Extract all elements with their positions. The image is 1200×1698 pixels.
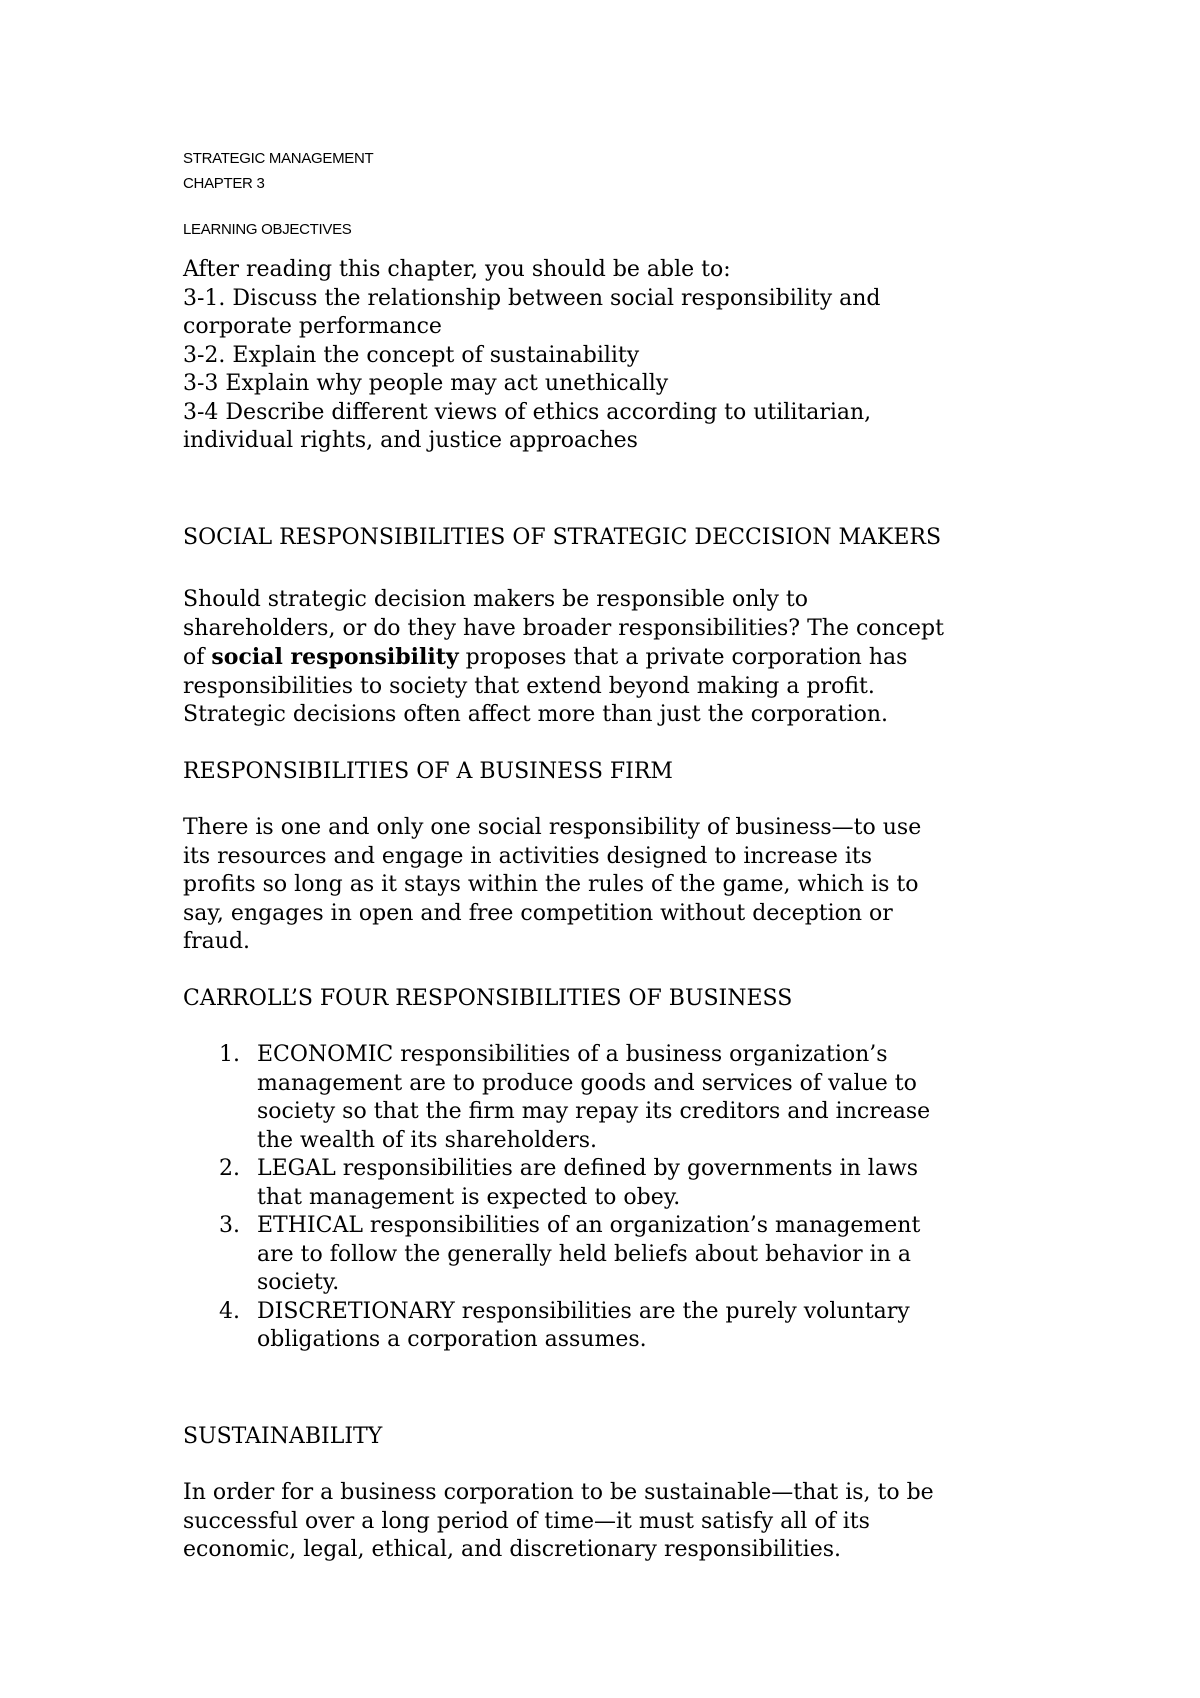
list-line: LEGAL responsibilities are defined by governments in laws <box>257 1156 919 1181</box>
paragraph-line: successful over a long period of time—it must satisfy all of its <box>183 1508 870 1534</box>
list-line: ECONOMIC responsibilities of a business organization’s <box>257 1042 888 1067</box>
objective-line: corporate performance <box>183 314 442 339</box>
learning-objectives-heading: LEARNING OBJECTIVES <box>183 221 352 238</box>
bold-term-social-responsibility: social responsibility <box>211 644 459 670</box>
course-title: STRATEGIC MANAGEMENT <box>183 150 374 167</box>
paragraph-line: In order for a business corporation to be sustainable—that is, to be <box>183 1480 934 1505</box>
text-segment: of <box>183 645 212 670</box>
social-responsibility-paragraph <box>183 586 1063 730</box>
list-number: 3. <box>219 1213 240 1238</box>
list-item <box>183 1041 1063 1155</box>
objectives-block <box>183 256 1063 456</box>
objectives-intro: After reading this chapter, you should be able to: <box>183 257 731 282</box>
objective-line: 3-4 Describe different views of ethics according to utilitarian, <box>183 399 872 425</box>
paragraph-line: its resources and engage in activities designed to increase its <box>183 843 873 869</box>
business-firm-heading: RESPONSIBILITIES OF A BUSINESS FIRM <box>183 758 673 784</box>
list-line: society. <box>257 1270 340 1295</box>
list-line: society so that the firm may repay its creditors and increase <box>257 1099 931 1124</box>
list-line: that management is expected to obey. <box>257 1184 681 1210</box>
business-firm-paragraph <box>183 814 1063 957</box>
text-segment: proposes that a private corporation has <box>458 645 908 670</box>
paragraph-line: say, engages in open and free competition without deception or <box>183 900 893 926</box>
carroll-list <box>183 1041 1063 1355</box>
list-line: are to follow the generally held beliefs about behavior in a <box>257 1241 911 1267</box>
list-number: 1. <box>219 1042 240 1067</box>
sustainability-heading: SUSTAINABILITY <box>183 1423 383 1449</box>
paragraph-line: There is one and only one social responsibility of business—to use <box>183 815 922 840</box>
list-number: 2. <box>219 1156 240 1181</box>
paragraph-line: fraud. <box>183 929 251 954</box>
list-line: obligations a corporation assumes. <box>257 1327 647 1352</box>
list-line: the wealth of its shareholders. <box>257 1127 598 1153</box>
paragraph-line: profits so long as it stays within the rules of the game, which is to <box>183 872 919 897</box>
list-line: ETHICAL responsibilities of an organization’s management <box>257 1213 921 1238</box>
sustainability-paragraph <box>183 1479 1063 1565</box>
list-line: DISCRETIONARY responsibilities are the purely voluntary <box>257 1298 910 1324</box>
objective-line: 3-1. Discuss the relationship between social responsibility and <box>183 285 881 311</box>
paragraph-line: Should strategic decision makers be responsible only to <box>183 587 808 612</box>
list-line: management are to produce goods and services of value to <box>257 1070 917 1096</box>
social-responsibilities-heading: SOCIAL RESPONSIBILITIES OF STRATEGIC DECCISION MAKERS <box>183 524 942 550</box>
paragraph-line: economic, legal, ethical, and discretionary responsibilities. <box>183 1537 842 1562</box>
objective-line: 3-2. Explain the concept of sustainability <box>183 342 640 368</box>
list-number: 4. <box>219 1298 240 1324</box>
chapter-label: CHAPTER 3 <box>183 175 265 192</box>
paragraph-line: responsibilities to society that extend beyond making a profit. <box>183 673 875 699</box>
list-item <box>183 1155 1063 1212</box>
list-item <box>183 1298 1063 1355</box>
paragraph-line: shareholders, or do they have broader responsibilities? The concept <box>183 615 944 641</box>
document-content <box>183 146 1063 1565</box>
objective-line: individual rights, and justice approaches <box>183 428 638 453</box>
paragraph-line <box>183 643 1063 673</box>
paragraph-line: Strategic decisions often affect more than just the corporation. <box>183 702 889 727</box>
carroll-heading: CARROLL’S FOUR RESPONSIBILITIES OF BUSINESS <box>183 985 793 1011</box>
list-item <box>183 1212 1063 1298</box>
objective-line: 3-3 Explain why people may act unethically <box>183 371 669 396</box>
